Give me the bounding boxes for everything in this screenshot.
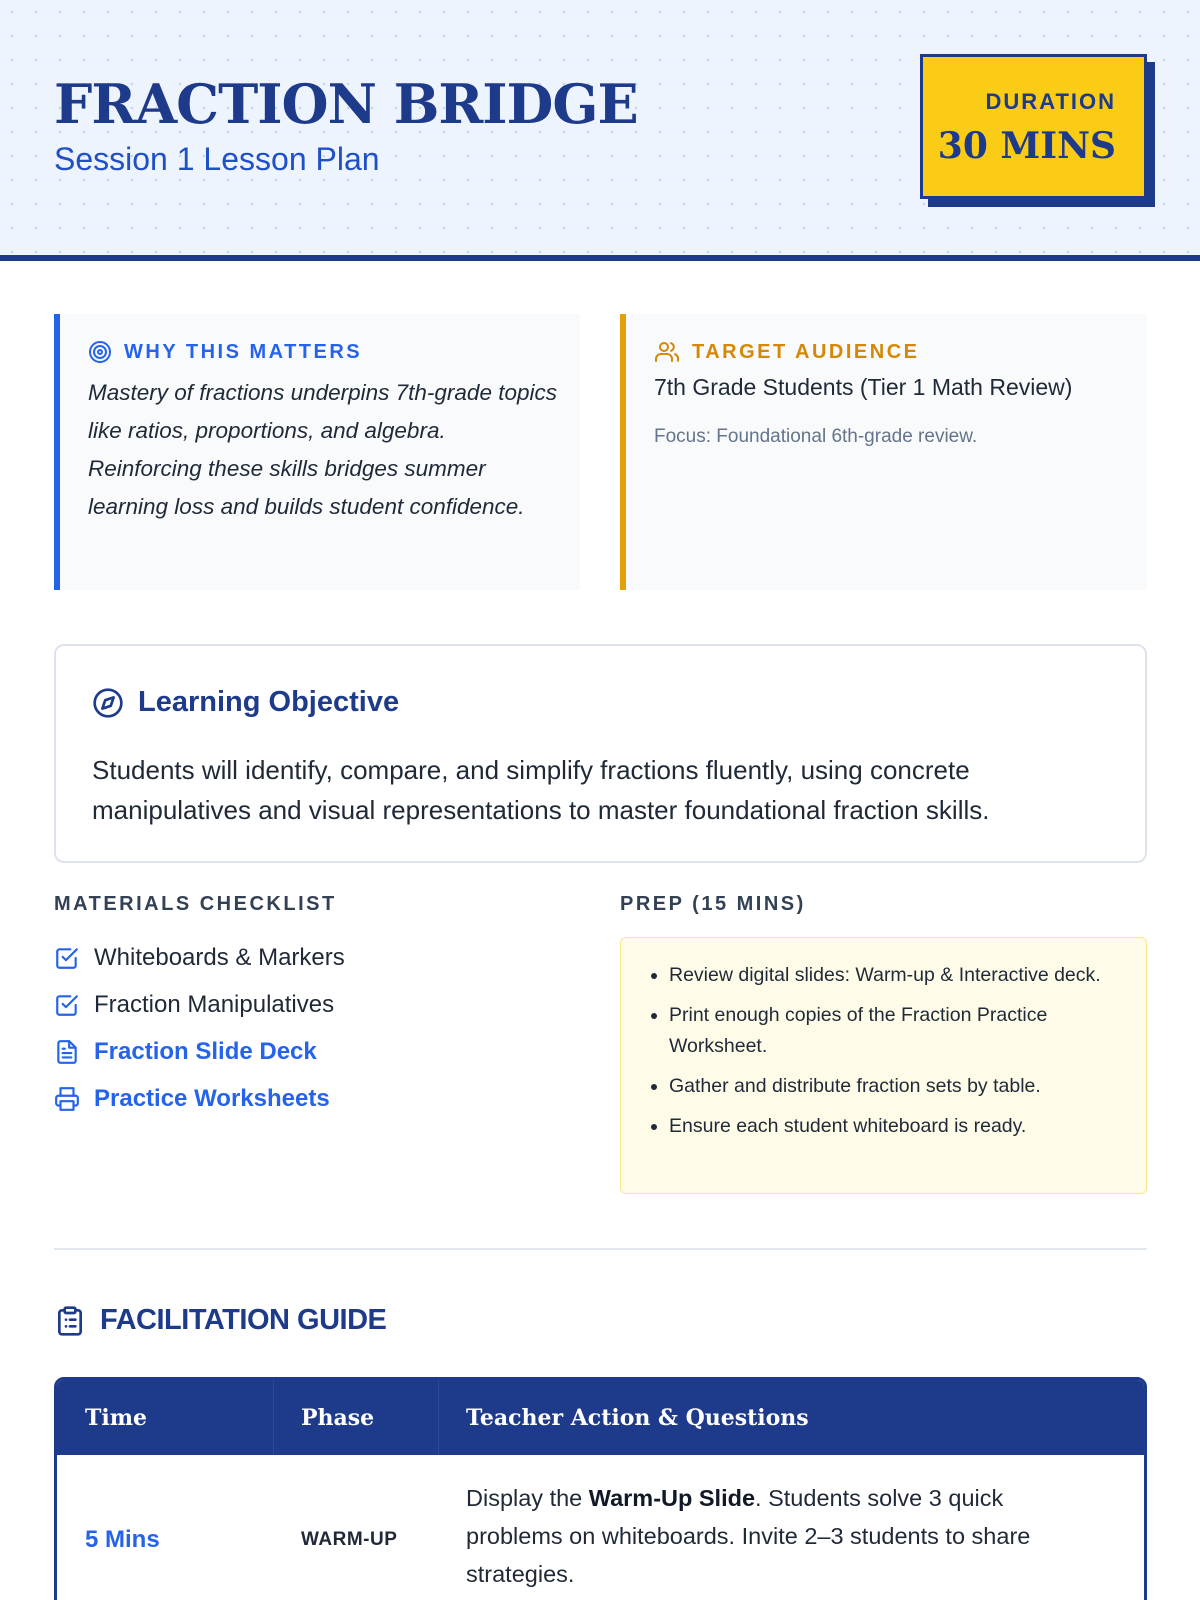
users-icon <box>654 340 680 364</box>
checkbox-icon <box>54 945 80 971</box>
column-header-time: Time <box>85 1404 148 1431</box>
objective-text: Students will identify, compare, and simplify fractions fluently, using concrete manipulatives and visual representations to master foundational fraction skills. <box>92 755 990 825</box>
material-link-label[interactable]: Fraction Slide Deck <box>94 1037 317 1065</box>
page-header <box>0 0 1200 261</box>
material-label: Whiteboards & Markers <box>94 943 345 971</box>
table-header <box>57 1380 1144 1455</box>
section-divider <box>54 1248 1147 1250</box>
target-audience-card <box>620 314 1147 590</box>
column-header-phase: Phase <box>301 1404 375 1431</box>
why-text: Mastery of fractions underpins 7th-grade topics like ratios, proportions, and algebra. Reinforcing these skills bridges summer learning loss and builds student confidence. <box>88 380 557 519</box>
audience-main: 7th Grade Students (Tier 1 Math Review) <box>654 374 1073 400</box>
row-action-before: Display the <box>466 1485 589 1511</box>
column-header-action: Teacher Action & Questions <box>466 1404 809 1431</box>
row-time: 5 Mins <box>85 1526 160 1553</box>
duration-value: 30 MINS <box>937 125 1116 167</box>
material-item-whiteboards <box>54 934 574 981</box>
prep-item: • Print enough copies of the Fraction Practice Worksheet. <box>669 1000 1119 1062</box>
material-item-manipulatives <box>54 981 574 1028</box>
row-action <box>466 1479 1106 1593</box>
row-action-bold: Warm-Up Slide <box>588 1485 756 1511</box>
duration-label: DURATION <box>985 89 1116 114</box>
why-this-matters-card <box>54 314 580 590</box>
audience-heading: TARGET AUDIENCE <box>692 340 920 363</box>
material-label: Fraction Manipulatives <box>94 990 335 1018</box>
clipboard-icon <box>54 1305 86 1337</box>
why-heading-row <box>88 340 362 364</box>
audience-heading-row <box>654 340 920 364</box>
learning-objective-card <box>54 644 1147 863</box>
printer-icon <box>54 1086 80 1112</box>
row-action-after: . Students solve 3 quick problems on whiteboards. Invite 2–3 students to share strategies. <box>466 1485 1031 1587</box>
prep-list <box>669 960 1119 1151</box>
checkbox-icon <box>54 992 80 1018</box>
audience-focus: Focus: Foundational 6th-grade review. <box>654 426 978 447</box>
why-heading: WHY THIS MATTERS <box>124 340 363 363</box>
facilitation-guide-heading: FACILITATION GUIDE <box>100 1304 387 1336</box>
page-subtitle: Session 1 Lesson Plan <box>54 141 380 177</box>
materials-list <box>54 934 574 1122</box>
target-icon <box>88 340 112 364</box>
objective-heading: Learning Objective <box>138 686 400 718</box>
facilitation-table <box>54 1377 1147 1600</box>
prep-item: • Review digital slides: Warm-up & Interactive deck. <box>669 960 1119 991</box>
materials-heading: MATERIALS CHECKLIST <box>54 893 337 915</box>
column-separator <box>273 1380 274 1455</box>
column-separator <box>438 1380 439 1455</box>
document-icon <box>54 1039 80 1065</box>
duration-badge <box>920 54 1147 199</box>
material-item-worksheets-link[interactable] <box>54 1075 574 1122</box>
material-item-slide-deck-link[interactable] <box>54 1028 574 1075</box>
row-phase: WARM-UP <box>301 1529 398 1550</box>
prep-box <box>620 937 1147 1194</box>
facilitation-guide-heading-row <box>54 1304 386 1337</box>
material-link-label[interactable]: Practice Worksheets <box>94 1084 330 1112</box>
objective-heading-row <box>92 686 399 719</box>
prep-item: • Ensure each student whiteboard is ready. <box>669 1111 1119 1142</box>
page-title: FRACTION BRIDGE <box>54 72 638 136</box>
compass-icon <box>92 687 124 719</box>
prep-item: • Gather and distribute fraction sets by table. <box>669 1071 1119 1102</box>
prep-heading: PREP (15 MINS) <box>620 893 806 915</box>
